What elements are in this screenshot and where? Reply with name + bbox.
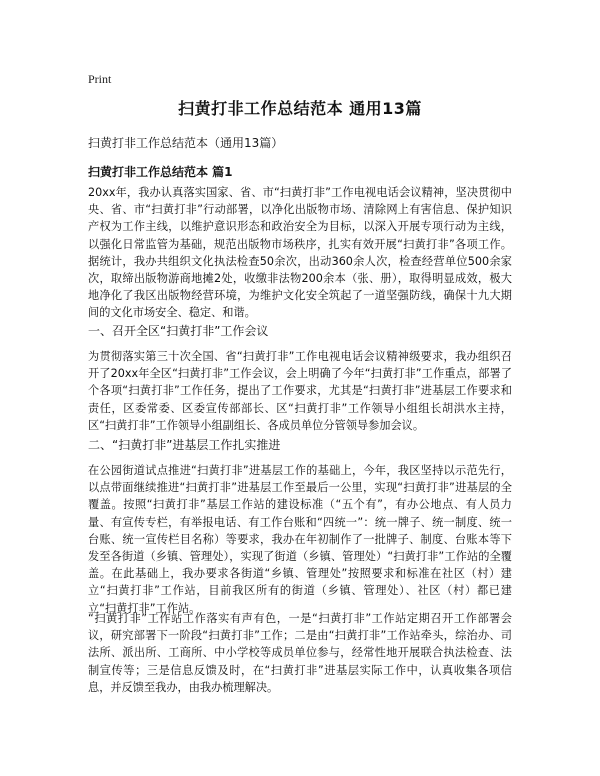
paragraph-three: “扫黄打非”工作站工作落实有声有色，一是“扫黄打非”工作站定期召开工作部署会议，研究部署下一阶段“扫黄打非”工作；二是由“扫黄打非”工作站牵头，综治办、司法所、派出所、工商所、中小学校等成员单位参与，经常性地开展联合执法检查、法制宣传等；三是信息反馈及时，在“扫黄打非”进基层实际工作中，认真收集各项信息，并反馈至我办，由我办梳理解决。: [88, 612, 512, 694]
document-title: 扫黄打非工作总结范本 通用13篇: [178, 99, 422, 118]
print-label[interactable]: Print: [88, 72, 112, 86]
heading-one: 一、召开全区“扫黄打非”工作会议: [88, 324, 269, 338]
paragraph-one: 为贯彻落实第三十次全国、省“扫黄打非”工作电视电话会议精神级要求，我办组织召开了20xx年全区“扫黄打非”工作会议，会上明确了今年“扫黄打非”工作重点，部署了个各项“扫黄打非”工作任务，提出了工作要求，尤其是“扫黄打非”进基层工作要求和责任，区委常委、区委宣传部部长、区“扫黄打非”工作领导小组组长胡洪水主持，区“扫黄打非”工作领导小组副组长、各成员单位分管领导参加会议。: [88, 350, 512, 432]
paragraph-two: 在公园街道试点推进“扫黄打非”进基层工作的基础上，今年，我区坚持以示范先行，以点带面继续推进“扫黄打非”进基层工作至最后一公里，实现“扫黄打非”进基层的全覆盖。按照“扫黄打非”基层工作站的建设标准（“五个有”，有办公地点、有人员力量、有宣传专栏，有举报电话、有工作台账和“四统一”：统一牌子、统一制度、统一台账、统一宣传栏目名称）等要求，我办在年初制作了一批牌子、制度、台账本等下发至各街道（乡镇、管理处），实现了街道（乡镇、管理处）“扫黄打非”工作站的全覆盖。在此基础上，我办要求各街道“乡镇、管理处”按照要求和标准在社区（村）建立“扫黄打非”工作站，目前我区所有的街道（乡镇、管理处）、社区（村）都已建立“扫黄打非”工作站。: [88, 464, 512, 615]
intro-paragraph: 20xx年，我办认真落实国家、省、市“扫黄打非”工作电视电话会议精神，坚决贯彻中央、省、市“扫黄打非”行动部署，以净化出版物市场、清除网上有害信息、保护知识产权为工作主线，以维护意识形态和政治安全为目标，以深入开展专项行动为主线，以强化日常监管为基础，规范出版物市场秩序，扎实有效开展“扫黄打非”各项工作。据统计，我办共组织文化执法检查50余次，出动360余人次，检查经营单位500余家次，取缔出版物游商地摊2处，收缴非法物200余本（张、册），取得明显成效，极大地净化了我区出版物经营环境，为维护文化安全筑起了一道坚强防线，确保十九大期间的文化市场安全、稳定、和谐。: [88, 186, 512, 320]
section-heading: 扫黄打非工作总结范本 篇1: [88, 165, 233, 179]
document-subtitle: 扫黄打非工作总结范本（通用13篇）: [88, 136, 284, 150]
heading-two: 二、“扫黄打非”进基层工作扎实推进: [88, 438, 281, 452]
